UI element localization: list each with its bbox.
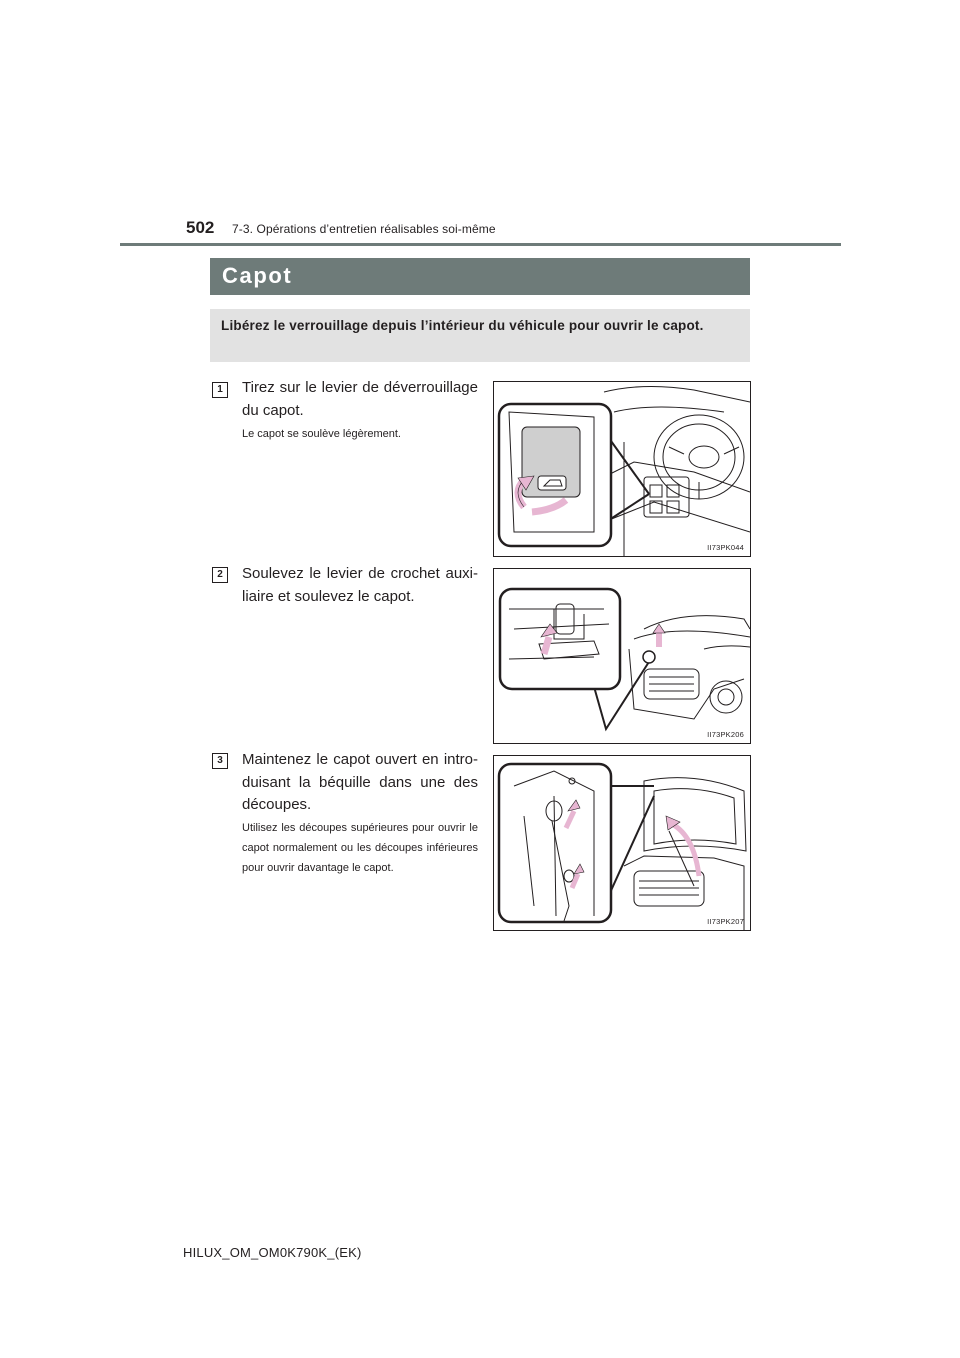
figure-prop-rod xyxy=(493,755,751,931)
page-title: Capot xyxy=(222,263,293,288)
figure-code-2: II73PK206 xyxy=(707,730,744,739)
figure-hood-release-lever xyxy=(493,381,751,557)
footer-document-code: HILUX_OM_OM0K790K_(EK) xyxy=(183,1245,362,1260)
step-1-note: Le capot se soulève légèrement. xyxy=(242,428,401,440)
section-path: 7-3. Opérations d’entretien réalisables soi-même xyxy=(232,222,496,236)
figure-auxiliary-catch xyxy=(493,568,751,744)
step-badge-3: 3 xyxy=(212,753,228,769)
page-number: 502 xyxy=(186,218,215,237)
auxiliary-catch-illustration xyxy=(494,569,750,743)
hood-release-illustration xyxy=(494,382,750,556)
step-3-text: Maintenez le capot ouvert en intro-duisant la béquille dans une des découpes. xyxy=(242,751,478,813)
step-badge-2: 2 xyxy=(212,567,228,583)
figure-code-3: II73PK207 xyxy=(707,917,744,926)
step-3-note: Utilisez les découpes supérieures pour ouvrir le capot normalement ou les découpes inférieures pour ouvrir davantage le capot. xyxy=(242,822,478,874)
step-badge-1: 1 xyxy=(212,382,228,398)
prop-rod-illustration xyxy=(494,756,750,930)
figure-code-1: II73PK044 xyxy=(707,543,744,552)
step-2-text: Soulevez le levier de crochet auxi-liaire et soulevez le capot. xyxy=(242,565,478,605)
step-1-text: Tirez sur le levier de déverrouillage du capot. xyxy=(242,379,478,419)
intro-text: Libérez le verrouillage depuis l’intérieur du véhicule pour ouvrir le capot. xyxy=(221,318,704,333)
header-rule xyxy=(120,243,841,246)
